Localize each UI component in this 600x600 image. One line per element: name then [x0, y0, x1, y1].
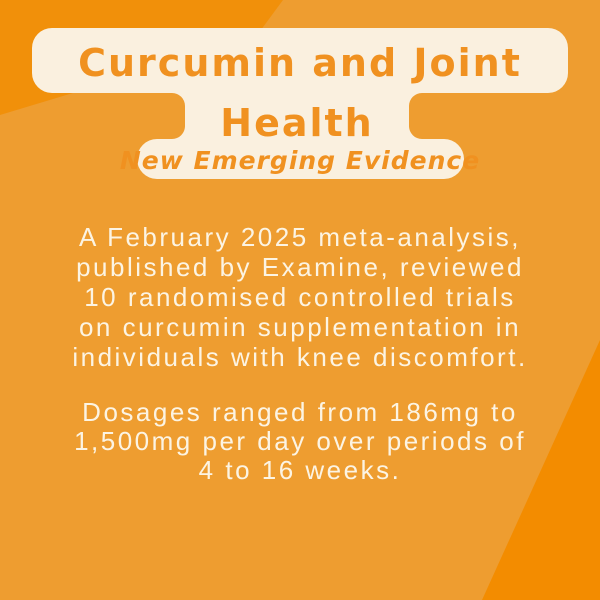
- paragraph-line: 4 to 16 weeks.: [198, 455, 402, 485]
- paragraph-line: published by Examine, reviewed: [76, 252, 524, 282]
- title-line-2: Health: [220, 101, 374, 145]
- paragraph-line: Dosages ranged from 186mg to: [82, 397, 518, 427]
- paragraph-line: 1,500mg per day over periods of: [74, 426, 526, 456]
- paragraph-line: individuals with knee discomfort.: [72, 342, 528, 372]
- title-line-1: Curcumin and Joint: [78, 41, 522, 85]
- subtitle-badge-text: New Emerging Evidence: [119, 146, 481, 175]
- paragraph-line: on curcumin supplementation in: [78, 312, 522, 342]
- paragraph-line: A February 2025 meta-analysis,: [78, 222, 522, 252]
- paragraph-line: 10 randomised controlled trials: [84, 282, 516, 312]
- paragraph-dosage-details: [0, 398, 600, 485]
- paragraph-study-summary: [0, 222, 600, 372]
